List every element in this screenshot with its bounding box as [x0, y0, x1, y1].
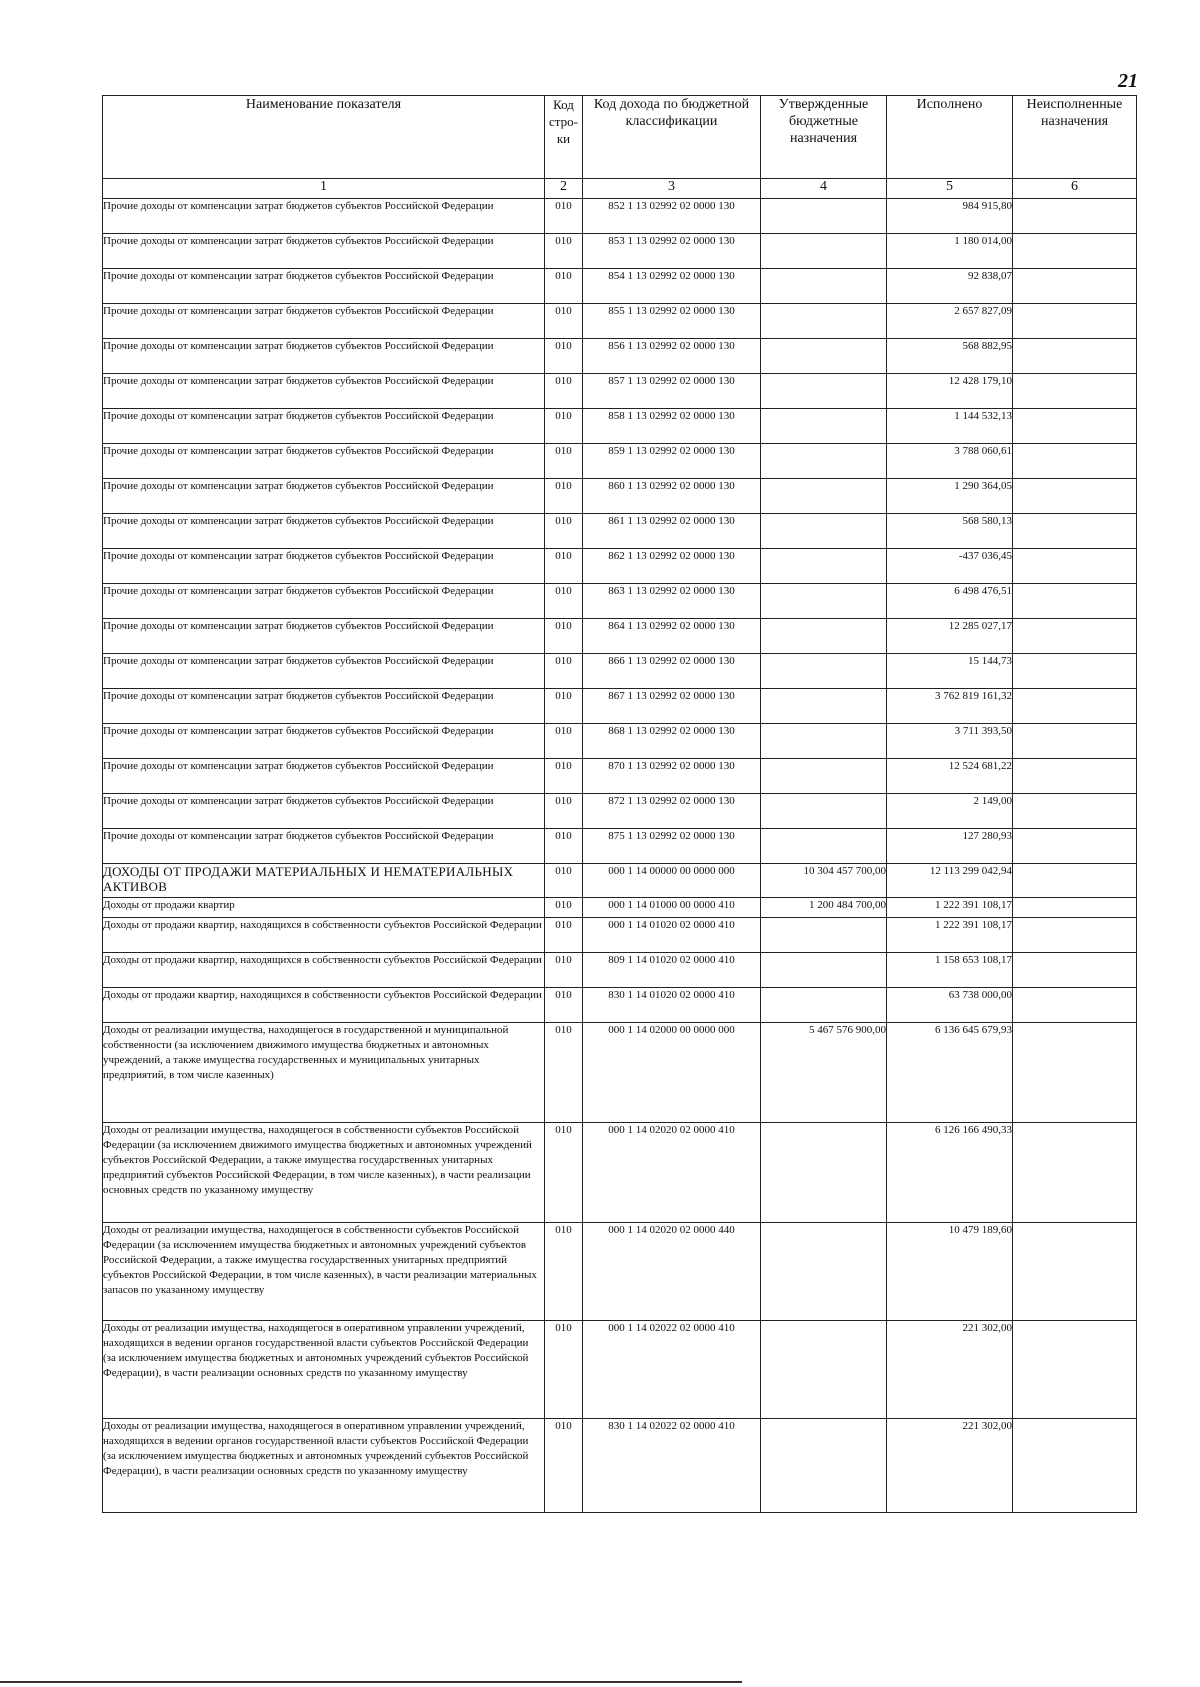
row-unexecuted: [1013, 759, 1137, 794]
row-unexecuted: [1013, 864, 1137, 898]
row-approved: [761, 234, 887, 269]
row-budget-code: 000 1 14 02022 02 0000 410: [583, 1321, 761, 1419]
row-line-code: 010: [545, 479, 583, 514]
row-budget-code: 856 1 13 02992 02 0000 130: [583, 339, 761, 374]
row-unexecuted: [1013, 988, 1137, 1023]
row-line-code: 010: [545, 724, 583, 759]
row-unexecuted: [1013, 918, 1137, 953]
row-line-code: 010: [545, 514, 583, 549]
row-approved: 10 304 457 700,00: [761, 864, 887, 898]
header-line-code: Код стро-ки: [545, 96, 583, 179]
row-budget-code: 862 1 13 02992 02 0000 130: [583, 549, 761, 584]
column-number-row: [103, 179, 1137, 199]
row-executed: -437 036,45: [887, 549, 1013, 584]
row-executed: 1 180 014,00: [887, 234, 1013, 269]
row-unexecuted: [1013, 269, 1137, 304]
row-approved: [761, 479, 887, 514]
table-row: [103, 759, 1137, 794]
row-name: Прочие доходы от компенсации затрат бюджетов субъектов Российской Федерации: [103, 409, 545, 444]
row-executed: 1 222 391 108,17: [887, 918, 1013, 953]
row-line-code: 010: [545, 794, 583, 829]
row-unexecuted: [1013, 1123, 1137, 1223]
row-unexecuted: [1013, 374, 1137, 409]
row-budget-code: 855 1 13 02992 02 0000 130: [583, 304, 761, 339]
row-approved: [761, 374, 887, 409]
row-name: Прочие доходы от компенсации затрат бюджетов субъектов Российской Федерации: [103, 304, 545, 339]
table-row: [103, 1419, 1137, 1513]
row-budget-code: 859 1 13 02992 02 0000 130: [583, 444, 761, 479]
row-name: Прочие доходы от компенсации затрат бюджетов субъектов Российской Федерации: [103, 724, 545, 759]
row-name: Прочие доходы от компенсации затрат бюджетов субъектов Российской Федерации: [103, 374, 545, 409]
row-name: ДОХОДЫ ОТ ПРОДАЖИ МАТЕРИАЛЬНЫХ И НЕМАТЕРИАЛЬНЫХ АКТИВОВ: [103, 864, 545, 898]
row-unexecuted: [1013, 1321, 1137, 1419]
table-row: [103, 584, 1137, 619]
row-budget-code: 000 1 14 02020 02 0000 440: [583, 1223, 761, 1321]
row-executed: 3 711 393,50: [887, 724, 1013, 759]
row-unexecuted: [1013, 898, 1137, 918]
row-approved: [761, 584, 887, 619]
row-unexecuted: [1013, 584, 1137, 619]
row-executed: 221 302,00: [887, 1321, 1013, 1419]
row-name: Доходы от реализации имущества, находящегося в оперативном управлении учреждений, находящихся в ведении органов государственной власти субъектов Российской Федерации (за исключением имущества бюджетных и автономных учреждений субъектов Российской Федерации), в части реализации основных средств по указанному имуществу: [103, 1321, 545, 1419]
row-line-code: 010: [545, 1223, 583, 1321]
table-row: [103, 619, 1137, 654]
table-body: [103, 199, 1137, 1513]
row-budget-code: 867 1 13 02992 02 0000 130: [583, 689, 761, 724]
row-executed: 63 738 000,00: [887, 988, 1013, 1023]
row-executed: 1 290 364,05: [887, 479, 1013, 514]
header-name: Наименование показателя: [103, 96, 545, 179]
row-name: Прочие доходы от компенсации затрат бюджетов субъектов Российской Федерации: [103, 199, 545, 234]
row-line-code: 010: [545, 409, 583, 444]
row-executed: 2 657 827,09: [887, 304, 1013, 339]
row-executed: 15 144,73: [887, 654, 1013, 689]
row-approved: [761, 654, 887, 689]
row-name: Прочие доходы от компенсации затрат бюджетов субъектов Российской Федерации: [103, 234, 545, 269]
row-budget-code: 857 1 13 02992 02 0000 130: [583, 374, 761, 409]
row-executed: 92 838,07: [887, 269, 1013, 304]
row-unexecuted: [1013, 619, 1137, 654]
row-name: Прочие доходы от компенсации затрат бюджетов субъектов Российской Федерации: [103, 829, 545, 864]
row-budget-code: 861 1 13 02992 02 0000 130: [583, 514, 761, 549]
row-executed: 10 479 189,60: [887, 1223, 1013, 1321]
row-approved: [761, 724, 887, 759]
row-approved: [761, 269, 887, 304]
row-approved: [761, 829, 887, 864]
row-approved: [761, 1123, 887, 1223]
row-unexecuted: [1013, 1419, 1137, 1513]
row-line-code: 010: [545, 918, 583, 953]
row-unexecuted: [1013, 234, 1137, 269]
table-row: [103, 409, 1137, 444]
header-approved: Утвержденные бюджетные назначения: [761, 96, 887, 179]
table-row: [103, 1223, 1137, 1321]
row-name: Доходы от продажи квартир, находящихся в собственности субъектов Российской Федерации: [103, 953, 545, 988]
row-unexecuted: [1013, 444, 1137, 479]
row-executed: 221 302,00: [887, 1419, 1013, 1513]
row-approved: [761, 689, 887, 724]
row-unexecuted: [1013, 514, 1137, 549]
row-line-code: 010: [545, 689, 583, 724]
row-line-code: 010: [545, 864, 583, 898]
row-approved: [761, 304, 887, 339]
row-line-code: 010: [545, 269, 583, 304]
header-budget-code: Код дохода по бюджетной классификации: [583, 96, 761, 179]
row-executed: 568 580,13: [887, 514, 1013, 549]
row-unexecuted: [1013, 724, 1137, 759]
row-unexecuted: [1013, 479, 1137, 514]
row-unexecuted: [1013, 1023, 1137, 1123]
row-budget-code: 000 1 14 02000 00 0000 000: [583, 1023, 761, 1123]
row-unexecuted: [1013, 953, 1137, 988]
column-number: 3: [583, 179, 761, 199]
row-line-code: 010: [545, 654, 583, 689]
row-budget-code: 853 1 13 02992 02 0000 130: [583, 234, 761, 269]
row-line-code: 010: [545, 953, 583, 988]
row-executed: 1 222 391 108,17: [887, 898, 1013, 918]
row-approved: [761, 199, 887, 234]
column-number: 2: [545, 179, 583, 199]
row-approved: [761, 619, 887, 654]
row-executed: 12 524 681,22: [887, 759, 1013, 794]
row-executed: 3 788 060,61: [887, 444, 1013, 479]
row-executed: 1 144 532,13: [887, 409, 1013, 444]
row-unexecuted: [1013, 794, 1137, 829]
row-name: Прочие доходы от компенсации затрат бюджетов субъектов Российской Федерации: [103, 619, 545, 654]
table-row: [103, 1123, 1137, 1223]
row-line-code: 010: [545, 374, 583, 409]
row-line-code: 010: [545, 1023, 583, 1123]
table-row: [103, 724, 1137, 759]
row-budget-code: 852 1 13 02992 02 0000 130: [583, 199, 761, 234]
row-unexecuted: [1013, 199, 1137, 234]
row-name: Прочие доходы от компенсации затрат бюджетов субъектов Российской Федерации: [103, 269, 545, 304]
row-name: Прочие доходы от компенсации затрат бюджетов субъектов Российской Федерации: [103, 514, 545, 549]
row-approved: 5 467 576 900,00: [761, 1023, 887, 1123]
row-line-code: 010: [545, 619, 583, 654]
row-executed: 1 158 653 108,17: [887, 953, 1013, 988]
table-row: [103, 654, 1137, 689]
table-row: [103, 339, 1137, 374]
row-name: Доходы от продажи квартир, находящихся в собственности субъектов Российской Федерации: [103, 918, 545, 953]
column-number: 5: [887, 179, 1013, 199]
row-name: Доходы от реализации имущества, находящегося в государственной и муниципальной собственности (за исключением движимого имущества бюджетных и автономных учреждений, а также имущества государственных и муниципальных унитарных предприятий, в том числе казенных): [103, 1023, 545, 1123]
row-approved: [761, 409, 887, 444]
table-row: [103, 898, 1137, 918]
row-unexecuted: [1013, 549, 1137, 584]
row-name: Прочие доходы от компенсации затрат бюджетов субъектов Российской Федерации: [103, 444, 545, 479]
header-row: [103, 96, 1137, 179]
row-name: Прочие доходы от компенсации затрат бюджетов субъектов Российской Федерации: [103, 339, 545, 374]
row-name: Прочие доходы от компенсации затрат бюджетов субъектов Российской Федерации: [103, 759, 545, 794]
row-line-code: 010: [545, 1123, 583, 1223]
row-executed: 6 498 476,51: [887, 584, 1013, 619]
row-executed: 12 113 299 042,94: [887, 864, 1013, 898]
row-name: Доходы от реализации имущества, находящегося в оперативном управлении учреждений, находящихся в ведении органов государственной власти субъектов Российской Федерации (за исключением имущества бюджетных и автономных учреждений субъектов Российской Федерации), в части реализации основных средств по указанному имуществу: [103, 1419, 545, 1513]
row-budget-code: 000 1 14 02020 02 0000 410: [583, 1123, 761, 1223]
row-budget-code: 866 1 13 02992 02 0000 130: [583, 654, 761, 689]
table-row: [103, 549, 1137, 584]
row-approved: [761, 759, 887, 794]
row-executed: 12 428 179,10: [887, 374, 1013, 409]
table-row: [103, 953, 1137, 988]
table-row: [103, 864, 1137, 898]
table-row: [103, 794, 1137, 829]
column-number: 4: [761, 179, 887, 199]
row-line-code: 010: [545, 199, 583, 234]
row-budget-code: 872 1 13 02992 02 0000 130: [583, 794, 761, 829]
column-number: 1: [103, 179, 545, 199]
row-approved: [761, 514, 887, 549]
row-executed: 984 915,80: [887, 199, 1013, 234]
table-row: [103, 199, 1137, 234]
row-name: Прочие доходы от компенсации затрат бюджетов субъектов Российской Федерации: [103, 584, 545, 619]
header-unexecuted: Неисполненные назначения: [1013, 96, 1137, 179]
row-approved: [761, 1419, 887, 1513]
row-approved: [761, 549, 887, 584]
table-row: [103, 829, 1137, 864]
row-budget-code: 000 1 14 01000 00 0000 410: [583, 898, 761, 918]
row-name: Прочие доходы от компенсации затрат бюджетов субъектов Российской Федерации: [103, 654, 545, 689]
row-name: Доходы от реализации имущества, находящегося в собственности субъектов Российской Федерации (за исключением движимого имущества бюджетных и автономных учреждений субъектов Российской Федерации, а также имущества государственных унитарных предприятий субъектов Российской Федерации, в том числе казенных), в части реализации основных средств по указанному имуществу: [103, 1123, 545, 1223]
row-line-code: 010: [545, 988, 583, 1023]
row-name: Доходы от продажи квартир, находящихся в собственности субъектов Российской Федерации: [103, 988, 545, 1023]
table-row: [103, 304, 1137, 339]
row-unexecuted: [1013, 409, 1137, 444]
row-line-code: 010: [545, 234, 583, 269]
row-budget-code: 863 1 13 02992 02 0000 130: [583, 584, 761, 619]
table-row: [103, 479, 1137, 514]
row-approved: [761, 1321, 887, 1419]
row-line-code: 010: [545, 898, 583, 918]
row-budget-code: 000 1 14 00000 00 0000 000: [583, 864, 761, 898]
row-unexecuted: [1013, 1223, 1137, 1321]
row-approved: [761, 953, 887, 988]
row-name: Прочие доходы от компенсации затрат бюджетов субъектов Российской Федерации: [103, 794, 545, 829]
row-budget-code: 870 1 13 02992 02 0000 130: [583, 759, 761, 794]
row-line-code: 010: [545, 584, 583, 619]
row-approved: 1 200 484 700,00: [761, 898, 887, 918]
row-name: Доходы от реализации имущества, находящегося в собственности субъектов Российской Федерации (за исключением имущества бюджетных и автономных учреждений субъектов Российской Федерации, а также имущества государственных унитарных предприятий субъектов Российской Федерации, в том числе казенных), в части реализации материальных запасов по указанному имуществу: [103, 1223, 545, 1321]
table-row: [103, 1023, 1137, 1123]
row-budget-code: 830 1 14 02022 02 0000 410: [583, 1419, 761, 1513]
row-executed: 3 762 819 161,32: [887, 689, 1013, 724]
row-unexecuted: [1013, 689, 1137, 724]
bottom-rule: [0, 1681, 742, 1683]
row-line-code: 010: [545, 829, 583, 864]
row-budget-code: 875 1 13 02992 02 0000 130: [583, 829, 761, 864]
row-executed: 568 882,95: [887, 339, 1013, 374]
row-approved: [761, 988, 887, 1023]
row-name: Доходы от продажи квартир: [103, 898, 545, 918]
row-line-code: 010: [545, 339, 583, 374]
table-row: [103, 234, 1137, 269]
row-budget-code: 830 1 14 01020 02 0000 410: [583, 988, 761, 1023]
row-budget-code: 000 1 14 01020 02 0000 410: [583, 918, 761, 953]
table-row: [103, 269, 1137, 304]
row-unexecuted: [1013, 304, 1137, 339]
table-row: [103, 1321, 1137, 1419]
row-name: Прочие доходы от компенсации затрат бюджетов субъектов Российской Федерации: [103, 689, 545, 724]
table-row: [103, 689, 1137, 724]
header-executed: Исполнено: [887, 96, 1013, 179]
row-budget-code: 858 1 13 02992 02 0000 130: [583, 409, 761, 444]
row-line-code: 010: [545, 1321, 583, 1419]
page-number: 21: [1118, 70, 1138, 92]
row-unexecuted: [1013, 339, 1137, 374]
row-approved: [761, 794, 887, 829]
table-row: [103, 988, 1137, 1023]
row-executed: 127 280,93: [887, 829, 1013, 864]
table-row: [103, 918, 1137, 953]
row-approved: [761, 918, 887, 953]
table-row: [103, 374, 1137, 409]
row-name: Прочие доходы от компенсации затрат бюджетов субъектов Российской Федерации: [103, 549, 545, 584]
row-approved: [761, 444, 887, 479]
row-budget-code: 854 1 13 02992 02 0000 130: [583, 269, 761, 304]
row-executed: 12 285 027,17: [887, 619, 1013, 654]
row-budget-code: 860 1 13 02992 02 0000 130: [583, 479, 761, 514]
row-budget-code: 864 1 13 02992 02 0000 130: [583, 619, 761, 654]
column-number: 6: [1013, 179, 1137, 199]
row-executed: 6 126 166 490,33: [887, 1123, 1013, 1223]
row-budget-code: 809 1 14 01020 02 0000 410: [583, 953, 761, 988]
row-line-code: 010: [545, 759, 583, 794]
row-approved: [761, 339, 887, 374]
row-name: Прочие доходы от компенсации затрат бюджетов субъектов Российской Федерации: [103, 479, 545, 514]
row-line-code: 010: [545, 549, 583, 584]
row-budget-code: 868 1 13 02992 02 0000 130: [583, 724, 761, 759]
row-executed: 6 136 645 679,93: [887, 1023, 1013, 1123]
row-executed: 2 149,00: [887, 794, 1013, 829]
income-report-table: [102, 95, 1137, 1513]
row-unexecuted: [1013, 654, 1137, 689]
row-approved: [761, 1223, 887, 1321]
row-line-code: 010: [545, 304, 583, 339]
row-line-code: 010: [545, 444, 583, 479]
table-row: [103, 514, 1137, 549]
table-row: [103, 444, 1137, 479]
row-line-code: 010: [545, 1419, 583, 1513]
row-unexecuted: [1013, 829, 1137, 864]
